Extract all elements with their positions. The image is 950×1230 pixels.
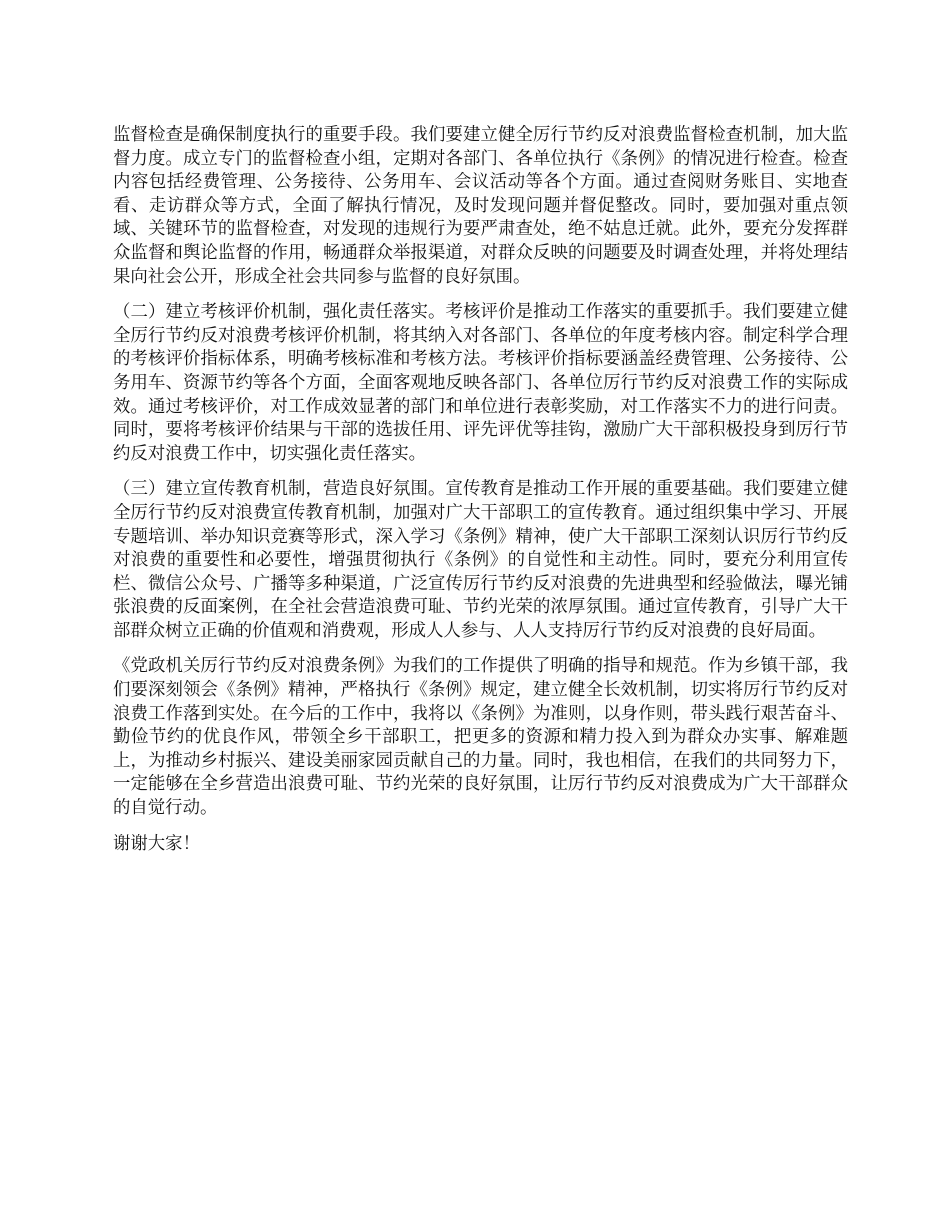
paragraph-thanks: 谢谢大家！ [113,833,200,854]
paragraph-assessment: （二）建立考核评价机制，强化责任落实。考核评价是推动工作落实的重要抓手。我们要建立健全厉行节约反对浪费考核评价机制，将其纳入对各部门、各单位的年度考核内容。制定科学合理的考核评价指标体系，明确考核标准和考核方法。考核评价指标要涵盖经费管理、公务接待、公务用车、资源节约等各个方面，全面客观地反映各部门、各单位厉行节约反对浪费工作的实际成效。通过考核评价，对工作成效显著的部门和单位进行表彰奖励，对工作落实不力的进行问责。同时，要将考核评价结果与干部的选拔任用、评先评优等挂钩，激励广大干部积极投身到厉行节约反对浪费工作中，切实强化责任落实。 [113,302,848,464]
paragraph-publicity: （三）建立宣传教育机制，营造良好氛围。宣传教育是推动工作开展的重要基础。我们要建立健全厉行节约反对浪费宣传教育机制，加强对广大干部职工的宣传教育。通过组织集中学习、开展专题培训、举办知识竞赛等形式，深入学习《条例》精神，使广大干部职工深刻认识厉行节约反对浪费的重要性和必要性，增强贯彻执行《条例》的自觉性和主动性。同时，要充分利用宣传栏、微信公众号、广播等多种渠道，广泛宣传厉行节约反对浪费的先进典型和经验做法，曝光铺张浪费的反面案例，在全社会营造浪费可耻、节约光荣的浓厚氛围。通过宣传教育，引导广大干部群众树立正确的价值观和消费观，形成人人参与、人人支持厉行节约反对浪费的良好局面。 [113,479,848,641]
paragraph-conclusion: 《党政机关厉行节约反对浪费条例》为我们的工作提供了明确的指导和规范。作为乡镇干部，我们要深刻领会《条例》精神，严格执行《条例》规定，建立健全长效机制，切实将厉行节约反对浪费工作落到实处。在今后的工作中，我将以《条例》为准则，以身作则，带头践行艰苦奋斗、勤俭节约的优良作风，带领全乡干部职工，把更多的资源和精力投入到为群众办实事、解难题上，为推动乡村振兴、建设美丽家园贡献自己的力量。同时，我也相信，在我们的共同努力下，一定能够在全乡营造出浪费可耻、节约光荣的良好氛围，让厉行节约反对浪费成为广大干部群众的自觉行动。 [113,656,848,819]
document-body [113,124,848,856]
paragraph-supervision: 监督检查是确保制度执行的重要手段。我们要建立健全厉行节约反对浪费监督检查机制，加大监督力度。成立专门的监督检查小组，定期对各部门、各单位执行《条例》的情况进行检查。检查内容包括经费管理、公务接待、公务用车、会议活动等各个方面。通过查阅财务账目、实地查看、走访群众等方式，全面了解执行情况，及时发现问题并督促整改。同时，要加强对重点领域、关键环节的监督检查，对发现的违规行为要严肃查处，绝不姑息迁就。此外，要充分发挥群众监督和舆论监督的作用，畅通群众举报渠道，对群众反映的问题要及时调查处理，并将处理结果向社会公开，形成全社会共同参与监督的良好氛围。 [113,125,848,287]
